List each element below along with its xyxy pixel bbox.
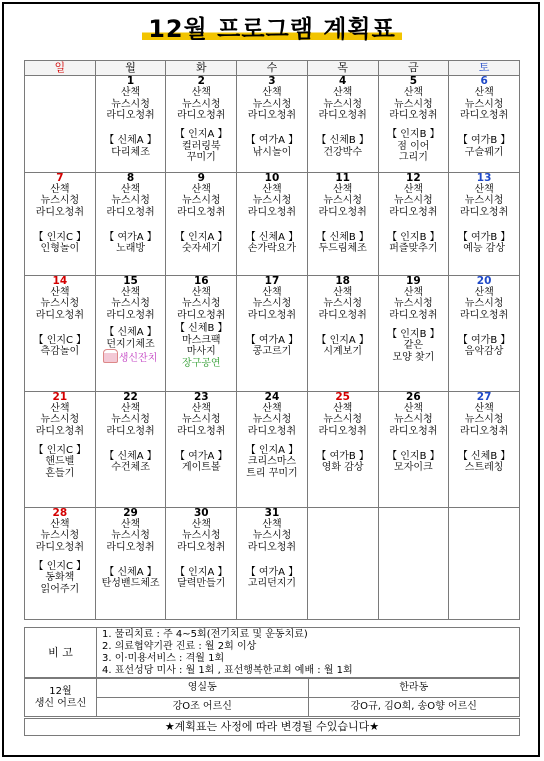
birthday-label-month: 12월 [49, 685, 72, 697]
routine-item: 라디오청취 [35, 206, 84, 218]
program-category: 【 신체A 】 [104, 135, 157, 146]
routine-item: 라디오청취 [389, 110, 438, 121]
routine-item: 뉴스시청 [464, 98, 504, 110]
program-activity [96, 122, 166, 172]
birthday-event-label: 생신잔치 [118, 353, 158, 365]
program-activity [237, 553, 307, 603]
program-category: 【 인지A 】 [245, 444, 299, 456]
day-cell [166, 391, 237, 507]
program-title: 시계보기 [323, 346, 362, 357]
program-category: 【 신체B 】 [316, 231, 369, 243]
program-title: 점 이어 [397, 140, 430, 152]
routine-item: 라디오청취 [459, 309, 509, 321]
routine-item: 산책 [403, 402, 424, 414]
week-row [25, 275, 520, 391]
day-number: 5 [409, 75, 418, 87]
program-activity [308, 321, 378, 371]
day-cell [166, 76, 237, 173]
page-title: 12월 프로그램 계획표 [142, 14, 402, 44]
program-activity [449, 122, 519, 172]
weekday-header-row [25, 61, 520, 76]
day-number: 23 [193, 391, 209, 403]
day-number: 29 [123, 507, 138, 519]
routine-item: 뉴스시청 [40, 530, 80, 541]
day-cell [449, 391, 520, 507]
day-cell [25, 172, 96, 275]
program-title: 트리 꾸미기 [246, 467, 298, 479]
program-title: 읽어주기 [40, 583, 80, 595]
routine-item: 라디오청취 [106, 541, 155, 553]
week-row [25, 76, 520, 173]
routine-item: 산책 [333, 87, 353, 98]
program-category: 【 인지C 】 [33, 560, 87, 572]
routine-item: 산책 [403, 183, 424, 195]
day-cell [237, 391, 308, 507]
day-cell [307, 76, 378, 173]
day-cell [378, 507, 449, 619]
routine-item: 라디오청취 [35, 309, 84, 321]
program-category: 【 신체B 】 [316, 135, 369, 146]
day-number: 3 [268, 75, 276, 87]
routine-item: 라디오청취 [106, 309, 155, 321]
routine-item: 산책 [50, 518, 70, 530]
program-activity [449, 321, 519, 371]
program-title: 흔들기 [45, 467, 75, 479]
day-cell [307, 172, 378, 275]
routine-item: 뉴스시청 [40, 414, 80, 425]
program-activity [25, 437, 95, 487]
routine-item: 산책 [120, 183, 141, 195]
routine-item: 뉴스시청 [394, 414, 433, 425]
program-title: 음악감상 [464, 346, 504, 357]
program-title: 모양 찾기 [392, 351, 435, 363]
routine-item: 뉴스시청 [111, 98, 150, 110]
week-row [25, 391, 520, 507]
routine-item: 라디오청취 [318, 206, 367, 218]
birthday-label [25, 679, 97, 717]
program-activity [237, 437, 307, 487]
routine-item: 라디오청취 [459, 425, 509, 437]
routine-item: 뉴스시청 [323, 298, 362, 309]
program-activity [449, 218, 519, 268]
routine-item: 산책 [191, 87, 211, 98]
routine-item: 뉴스시청 [111, 298, 150, 309]
routine-item: 라디오청취 [247, 110, 297, 121]
program-title: 인형놀이 [40, 243, 80, 254]
program-activity [96, 437, 166, 487]
routine-item: 라디오청취 [177, 309, 226, 321]
birthday-col1-value: 강O조 어르신 [97, 698, 309, 717]
program-category: 【 인지B 】 [387, 328, 440, 340]
routine-item: 산책 [120, 402, 141, 414]
program-category: 【 인지B 】 [387, 231, 440, 243]
program-activity [96, 321, 166, 371]
routine-item: 라디오청취 [318, 110, 367, 121]
routine-item: 뉴스시청 [323, 414, 362, 425]
program-category: 【 인지C 】 [33, 444, 87, 456]
routine-item: 산책 [50, 183, 70, 195]
routine-item: 라디오청취 [389, 425, 438, 437]
day-cell [378, 172, 449, 275]
day-number: 14 [52, 275, 68, 287]
routine-item: 라디오청취 [318, 309, 367, 321]
day-cell [95, 507, 166, 619]
program-activity [166, 218, 236, 268]
program-activity [166, 437, 236, 487]
day-number: 15 [123, 275, 138, 287]
program-category: 【 인지A 】 [316, 334, 369, 346]
weekday-sun: 일 [25, 61, 96, 76]
program-title: 컬러링북 [181, 140, 221, 152]
program-title: 동화책 [45, 572, 75, 584]
day-number: 19 [406, 275, 421, 287]
program-category: 【 신체B 】 [174, 323, 228, 334]
program-title: 그리기 [398, 152, 428, 164]
routine-item: 뉴스시청 [181, 298, 221, 309]
performance-event: 장구공연 [181, 357, 221, 369]
week-row [25, 507, 520, 619]
routine-item: 라디오청취 [247, 206, 297, 218]
program-title: 두드림체조 [318, 243, 367, 254]
routine-item: 뉴스시청 [252, 98, 292, 110]
program-category: 【 인지A 】 [174, 129, 228, 141]
day-number: 2 [197, 75, 205, 87]
day-number: 31 [264, 507, 280, 519]
program-title: 고리던지기 [247, 578, 297, 589]
footer-notice: ★계획표는 사정에 따라 변경될 수있습니다★ [24, 718, 520, 736]
program-title: 크리스마스 [247, 456, 297, 468]
note-line-4: 4. 표선성당 미사 : 월 1회 , 표선행복한교회 예배 : 월 1회 [102, 664, 353, 676]
program-title: 노래방 [116, 243, 146, 254]
program-category: 【 여가A 】 [174, 450, 228, 462]
program-activity [166, 553, 236, 603]
day-number: 22 [123, 391, 138, 403]
birthday-label-text: 생신 어르신 [34, 697, 87, 709]
routine-item: 산책 [403, 87, 424, 98]
note-line-3: 3. 이·미용서비스 : 격월 1회 [102, 652, 225, 664]
routine-item: 라디오청취 [106, 110, 155, 121]
program-title: 모자이크 [394, 462, 433, 473]
day-cell [307, 275, 378, 391]
day-number: 27 [476, 391, 492, 403]
day-number: 26 [406, 391, 421, 403]
program-activity [308, 437, 378, 487]
program-activity [449, 437, 519, 487]
routine-item: 산책 [120, 286, 141, 298]
routine-item: 라디오청취 [389, 309, 438, 321]
program-category: 【 여가B 】 [457, 135, 511, 146]
program-title: 같은 [403, 340, 424, 352]
day-number: 20 [476, 275, 492, 287]
routine-item: 뉴스시청 [111, 195, 150, 206]
birthday-col2-head: 한라동 [308, 679, 520, 698]
day-number: 11 [335, 172, 350, 184]
notes-table [24, 627, 520, 678]
day-cell [25, 275, 96, 391]
routine-item: 뉴스시청 [252, 414, 292, 425]
program-title: 탄성밴드체조 [101, 578, 160, 589]
program-title: 영화 감상 [321, 462, 364, 473]
day-cell [449, 172, 520, 275]
program-category: 【 여가A 】 [245, 566, 299, 578]
routine-item: 뉴스시청 [181, 195, 221, 206]
routine-item: 산책 [191, 402, 211, 414]
day-cell [378, 275, 449, 391]
day-number: 8 [126, 172, 135, 184]
routine-item: 뉴스시청 [111, 414, 150, 425]
program-title: 예능 감상 [463, 243, 506, 254]
program-category: 【 인지C 】 [33, 334, 87, 346]
routine-item: 뉴스시청 [40, 298, 80, 309]
routine-item: 뉴스시청 [464, 195, 504, 206]
cake-icon [104, 350, 117, 362]
day-number: 30 [193, 507, 209, 519]
routine-item: 라디오청취 [247, 541, 297, 553]
program-activity [25, 218, 95, 268]
day-cell [449, 507, 520, 619]
birthday-table [24, 678, 520, 717]
program-category: 【 신체A 】 [104, 566, 157, 578]
routine-item: 산책 [333, 402, 353, 414]
day-cell [449, 76, 520, 173]
program-title: 스트레칭 [464, 462, 504, 473]
routine-item: 라디오청취 [35, 425, 84, 437]
routine-item: 산책 [50, 286, 70, 298]
routine-item: 뉴스시청 [323, 195, 362, 206]
program-activity [166, 321, 236, 371]
day-cell [378, 391, 449, 507]
routine-item: 뉴스시청 [40, 195, 80, 206]
routine-item: 산책 [120, 518, 141, 530]
routine-item: 라디오청취 [177, 206, 226, 218]
day-cell [95, 391, 166, 507]
program-title: 핸드벨 [45, 456, 75, 468]
program-title: 숫자세기 [181, 243, 221, 254]
program-category: 【 신체A 】 [104, 327, 157, 339]
day-cell [166, 172, 237, 275]
program-title: 콩고르기 [252, 346, 292, 357]
program-activity [379, 437, 449, 487]
routine-item: 뉴스시청 [181, 414, 221, 425]
day-cell [95, 275, 166, 391]
routine-item: 산책 [120, 87, 141, 98]
routine-item: 산책 [474, 183, 494, 195]
routine-item: 라디오청취 [318, 425, 367, 437]
day-cell [237, 76, 308, 173]
program-activity [379, 321, 449, 371]
program-category: 【 인지B 】 [387, 129, 440, 141]
routine-item: 산책 [262, 402, 282, 414]
program-title: 퍼즐맞추기 [389, 243, 438, 254]
day-number: 18 [335, 275, 350, 287]
weekday-mon: 월 [95, 61, 166, 76]
program-activity [25, 321, 95, 371]
birthday-col2-value: 강O규, 김O희, 송O향 어르신 [308, 698, 520, 717]
day-cell [166, 275, 237, 391]
day-cell [25, 507, 96, 619]
day-number: 12 [406, 172, 421, 184]
routine-item: 라디오청취 [106, 425, 155, 437]
program-activity [25, 553, 95, 603]
program-category: 【 여가A 】 [245, 135, 299, 146]
routine-item: 라디오청취 [177, 541, 226, 553]
day-number: 17 [264, 275, 280, 287]
routine-item: 뉴스시청 [323, 98, 362, 110]
program-category: 【 신체A 】 [104, 450, 157, 462]
routine-item: 산책 [262, 87, 282, 98]
birthday-col1-head: 영실동 [97, 679, 309, 698]
day-number: 1 [126, 75, 135, 87]
program-category: 【 인지B 】 [387, 450, 440, 462]
note-line-2: 2. 의료협약기관 진료 : 월 2회 이상 [102, 640, 257, 652]
program-category: 【 신체B 】 [457, 450, 511, 462]
routine-item: 라디오청취 [389, 206, 438, 218]
program-category: 【 여가A 】 [104, 231, 157, 243]
routine-item: 산책 [191, 286, 211, 298]
routine-item: 산책 [474, 286, 494, 298]
routine-item: 뉴스시청 [252, 298, 292, 309]
weekday-wed: 수 [237, 61, 308, 76]
day-cell [237, 172, 308, 275]
day-cell [378, 76, 449, 173]
program-title: 다리체조 [111, 146, 150, 158]
program-title: 마스크팩 [181, 334, 221, 346]
day-cell [95, 76, 166, 173]
day-cell [25, 391, 96, 507]
routine-item: 뉴스시청 [464, 298, 504, 309]
program-title: 측감놀이 [40, 346, 80, 357]
routine-item: 라디오청취 [177, 110, 226, 121]
routine-item: 산책 [403, 286, 424, 298]
program-activity [237, 218, 307, 268]
program-activity [166, 122, 236, 172]
routine-item: 라디오청취 [247, 425, 297, 437]
routine-item: 뉴스시청 [394, 298, 433, 309]
program-title: 건강박수 [323, 146, 362, 158]
routine-item: 뉴스시청 [181, 98, 221, 110]
program-activity [237, 321, 307, 371]
program-title: 마사지 [186, 346, 216, 357]
program-title: 손가락요가 [247, 243, 297, 254]
program-title: 달력만들기 [177, 578, 226, 589]
program-activity [96, 218, 166, 268]
program-category: 【 인지C 】 [33, 231, 87, 243]
program-title: 꾸미기 [186, 152, 216, 164]
day-number: 4 [339, 75, 347, 87]
routine-item: 라디오청취 [35, 541, 84, 553]
day-number: 9 [197, 172, 205, 184]
day-cell [449, 275, 520, 391]
routine-item: 산책 [50, 402, 70, 414]
program-activity [308, 122, 378, 172]
day-number: 28 [52, 507, 68, 519]
routine-item: 뉴스시청 [252, 195, 292, 206]
birthday-event [104, 350, 158, 365]
routine-item: 라디오청취 [177, 425, 226, 437]
day-number: 7 [56, 172, 64, 184]
routine-item: 뉴스시청 [181, 530, 221, 541]
routine-item: 라디오청취 [106, 206, 155, 218]
day-cell [166, 507, 237, 619]
calendar-table [24, 60, 520, 620]
program-activity [237, 122, 307, 172]
day-number: 24 [264, 391, 280, 403]
weekday-sat: 토 [449, 61, 520, 76]
program-category: 【 여가B 】 [457, 334, 511, 346]
week-row [25, 172, 520, 275]
day-cell [307, 507, 378, 619]
routine-item: 산책 [333, 183, 353, 195]
routine-item: 산책 [333, 286, 353, 298]
routine-item: 라디오청취 [459, 206, 509, 218]
program-activity [308, 218, 378, 268]
day-number: 25 [335, 391, 350, 403]
program-activity [96, 553, 166, 603]
routine-item: 산책 [474, 87, 494, 98]
program-category: 【 인지A 】 [174, 231, 228, 243]
program-title: 구슬꿰기 [464, 146, 504, 158]
routine-item: 산책 [191, 518, 211, 530]
weekday-tue: 화 [166, 61, 237, 76]
routine-item: 산책 [262, 286, 282, 298]
day-number: 13 [476, 172, 492, 184]
day-cell [95, 172, 166, 275]
routine-item: 라디오청취 [247, 309, 297, 321]
routine-item: 라디오청취 [459, 110, 509, 121]
day-number: 10 [264, 172, 280, 184]
program-title: 게이트볼 [181, 462, 221, 473]
program-category: 【 인지A 】 [174, 566, 228, 578]
routine-item: 산책 [262, 183, 282, 195]
weekday-fri: 금 [378, 61, 449, 76]
weekday-thu: 목 [307, 61, 378, 76]
program-category: 【 신체A 】 [245, 231, 299, 243]
day-cell [237, 275, 308, 391]
program-activity [379, 218, 449, 268]
note-line-1: 1. 물리치료 : 주 4~5회(전기치료 및 운동치료) [102, 628, 308, 640]
notes-label: 비 고 [25, 628, 97, 678]
routine-item: 뉴스시청 [394, 98, 433, 110]
program-title: 낚시놀이 [252, 146, 292, 158]
day-cell [237, 507, 308, 619]
program-title: 던지기체조 [106, 338, 155, 350]
day-cell [307, 391, 378, 507]
program-category: 【 여가B 】 [457, 231, 511, 243]
program-activity [379, 122, 449, 172]
routine-item: 뉴스시청 [394, 195, 433, 206]
day-cell [25, 76, 96, 173]
routine-item: 산책 [474, 402, 494, 414]
day-number: 6 [480, 75, 488, 87]
notes-content [97, 628, 520, 678]
program-category: 【 여가A 】 [245, 334, 299, 346]
day-number: 16 [193, 275, 209, 287]
day-number: 21 [52, 391, 68, 403]
routine-item: 뉴스시청 [252, 530, 292, 541]
routine-item: 산책 [262, 518, 282, 530]
routine-item: 산책 [191, 183, 211, 195]
routine-item: 뉴스시청 [111, 530, 150, 541]
program-title: 수건체조 [111, 462, 150, 473]
program-category: 【 여가B 】 [316, 450, 369, 462]
routine-item: 뉴스시청 [464, 414, 504, 425]
